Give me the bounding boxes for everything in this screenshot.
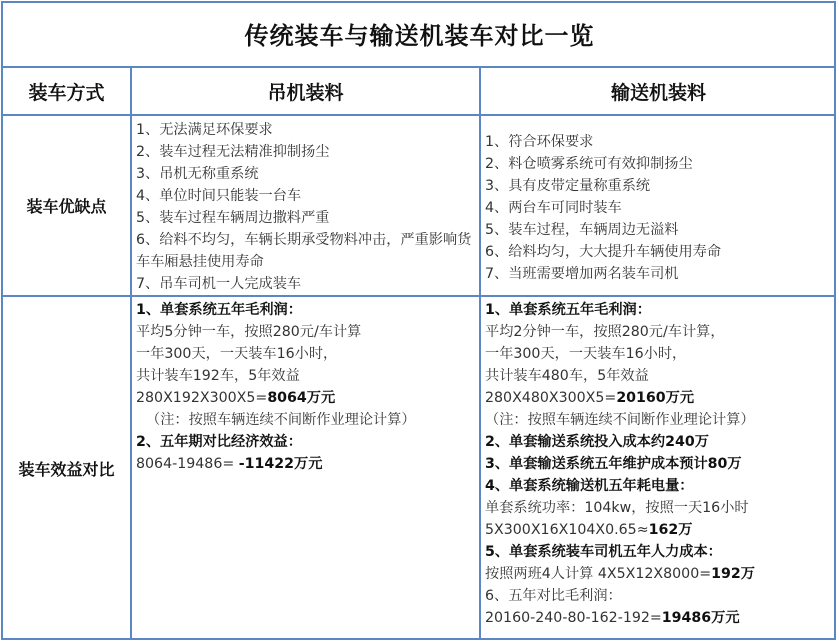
list-item: 2、装车过程无法精准抑制扬尘 (136, 144, 330, 160)
section-heading: 5、单套系统装车司机五年人力成本： (485, 544, 722, 560)
result-value: 162万 (648, 522, 693, 538)
crane-benefit (136, 299, 474, 475)
list-item: 7、吊车司机一人完成装车 (136, 276, 302, 292)
list-item: 1、无法满足环保要求 (136, 122, 273, 138)
text-line: 平均2分钟一车，按照280元/车计算， (485, 324, 725, 340)
list-item: 2、料仓喷雾系统可有效抑制扬尘 (485, 156, 693, 172)
list-item: 3、具有皮带定量称重系统 (485, 178, 651, 194)
result-value: 19486万元 (661, 610, 740, 626)
page-title: 传统装车与输送机装车对比一览 (244, 21, 595, 50)
formula-line (485, 607, 831, 629)
text-line: 一年300天，一天装车16小时， (136, 346, 338, 362)
formula-line (136, 387, 474, 409)
formula: 8064-19486= (136, 456, 239, 472)
list-item: 6、给料均匀，大大提升车辆使用寿命 (485, 244, 722, 260)
header-method: 装车方式 (28, 82, 105, 104)
formula-line (485, 563, 831, 585)
conveyor-pros-cons (485, 131, 831, 285)
list-item: 5、装车过程，车辆周边无溢料 (485, 222, 679, 238)
section-heading: 2、五年期对比经济效益： (136, 434, 302, 450)
header-conveyor: 输送机装料 (610, 82, 706, 104)
conveyor-benefit (485, 299, 831, 629)
section-heading: 4、单套系统输送机五年耗电量： (485, 478, 694, 494)
result-value: 192万 (711, 566, 755, 582)
formula: 20160-240-80-162-192= (485, 610, 662, 626)
text-line: 共计装车192车，5年效益 (136, 368, 300, 384)
list-item: 3、吊机无称重系统 (136, 166, 259, 182)
formula: 280X480X300X5= (485, 390, 617, 406)
crane-pros-cons (136, 119, 474, 295)
text-line: 6、五年对比毛利润： (485, 588, 622, 604)
list-item: 4、两台车可同时装车 (485, 200, 622, 216)
section-heading: 2、单套输送系统投入成本约240万 (485, 434, 709, 450)
result-value: 20160万元 (616, 390, 695, 406)
row-label-benefit: 装车效益对比 (18, 459, 115, 479)
text-line: 一年300天，一天装车16小时， (485, 346, 687, 362)
text-line: 单套系统功率：104kw，按照一天16小时 (485, 500, 749, 516)
section-heading: 3、单套输送系统五年维护成本预计80万 (485, 456, 742, 472)
text-line: 共计装车480车，5年效益 (485, 368, 649, 384)
formula: 5X300X16X104X0.65≈ (485, 522, 649, 538)
text-line: 平均5分钟一车，按照280元/车计算 (136, 324, 362, 340)
divider-col1 (130, 66, 132, 639)
section-heading: 1、单套系统五年毛利润： (136, 302, 302, 318)
list-item: 6、给料不均匀，车辆长期承受物料冲击，严重影响货车车厢悬挂使用寿命 (136, 232, 472, 270)
list-item: 7、当班需要增加两名装车司机 (485, 266, 679, 282)
result-value: 8064万元 (267, 390, 336, 406)
list-item: 1、符合环保要求 (485, 134, 594, 150)
section-heading: 1、单套系统五年毛利润： (485, 302, 651, 318)
formula-line (485, 519, 831, 541)
formula-line (136, 453, 474, 475)
formula: 按照两班4人计算 4X5X12X8000= (485, 566, 712, 582)
result-value: -11422万元 (238, 456, 323, 472)
note-text: （注：按照车辆连续不间断作业理论计算） (485, 412, 755, 428)
list-item: 5、装车过程车辆周边撒料严重 (136, 210, 330, 226)
divider-col2 (479, 66, 481, 639)
list-item: 4、单位时间只能装一台车 (136, 188, 302, 204)
formula-line (485, 387, 831, 409)
row-label-pros-cons: 装车优缺点 (26, 197, 107, 216)
formula: 280X192X300X5= (136, 390, 268, 406)
header-crane: 吊机装料 (267, 82, 344, 104)
note-text: （注：按照车辆连续不间断作业理论计算） (146, 412, 416, 428)
